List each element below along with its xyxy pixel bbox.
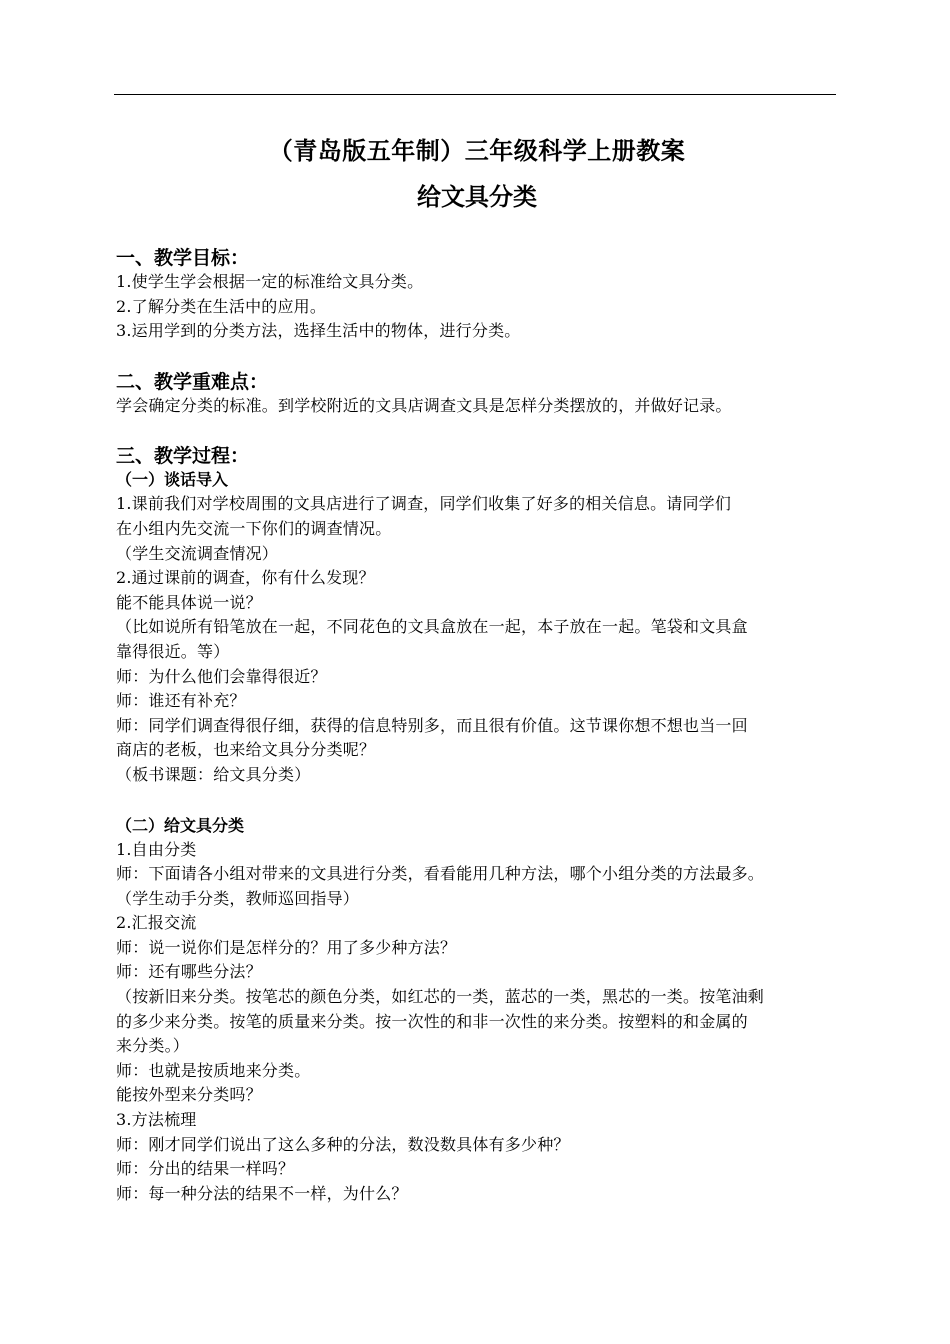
key-points-text: 学会确定分类的标准。到学校附近的文具店调查文具是怎样分类摆放的，并做好记录。: [116, 395, 732, 415]
objective-item: 3.运用学到的分类方法，选择生活中的物体，进行分类。: [116, 321, 521, 341]
paragraph-line: 靠得很近。等）: [116, 641, 230, 661]
paragraph-line: 师：每一种分法的结果不一样，为什么？: [116, 1183, 408, 1203]
paragraph-line: 2.通过课前的调查，你有什么发现？: [116, 568, 375, 588]
paragraph-line: （按新旧来分类。按笔芯的颜色分类，如红芯的一类，蓝芯的一类，黑芯的一类。按笔油剩: [116, 987, 765, 1007]
paragraph-line: 师：同学们调查得很仔细，获得的信息特别多，而且很有价值。这节课你想不想也当一回: [116, 715, 748, 735]
paragraph-line: 的多少来分类。按笔的质量来分类。按一次性的和非一次性的来分类。按塑料的和金属的: [116, 1011, 748, 1031]
paragraph-line: 师：也就是按质地来分类。: [116, 1060, 311, 1080]
paragraph-line: （学生交流调查情况）: [116, 543, 279, 563]
paragraph-line: 师：下面请各小组对带来的文具进行分类，看看能用几种方法，哪个小组分类的方法最多。: [116, 864, 765, 884]
paragraph-line: （板书课题：给文具分类）: [116, 764, 311, 784]
paragraph-line: 商店的老板，也来给文具分分类呢？: [116, 740, 376, 760]
paragraph-line: 师：刚才同学们说出了这么多种的分法，数没数具体有多少种？: [116, 1134, 570, 1154]
paragraph-line: （比如说所有铅笔放在一起，不同花色的文具盒放在一起，本子放在一起。笔袋和文具盒: [116, 617, 748, 637]
paragraph-line: 师：还有哪些分法？: [116, 962, 262, 982]
document-title: （青岛版五年制）三年级科学上册教案: [268, 136, 686, 165]
subsection-heading-classify: （二）给文具分类: [116, 815, 245, 835]
document-body: [116, 128, 838, 1206]
paragraph-line: 师：为什么他们会靠得很近？: [116, 666, 327, 686]
subsection-heading-intro: （一）谈话导入: [116, 470, 229, 490]
section-heading-objectives: 一、教学目标：: [116, 247, 250, 269]
objective-item: 2.了解分类在生活中的应用。: [116, 296, 327, 316]
paragraph-line: 1.课前我们对学校周围的文具店进行了调查，同学们收集了好多的相关信息。请同学们: [116, 494, 732, 514]
paragraph-line: 2.汇报交流: [116, 913, 197, 933]
paragraph-line: 师：说一说你们是怎样分的？用了多少种方法？: [116, 937, 457, 957]
objective-item: 1.使学生学会根据一定的标准给文具分类。: [116, 272, 424, 291]
paragraph-line: 1.自由分类: [116, 839, 197, 859]
header-rule: [114, 94, 836, 95]
section-heading-key-points: 二、教学重难点：: [116, 370, 269, 393]
paragraph-line: 能不能具体说一说？: [116, 592, 262, 612]
paragraph-line: （学生动手分类，教师巡回指导）: [116, 888, 360, 908]
paragraph-line: 能按外型来分类吗？: [116, 1085, 262, 1105]
section-heading-process: 三、教学过程：: [116, 445, 250, 468]
paragraph-line: 师：谁还有补充？: [116, 691, 246, 711]
paragraph-line: 3.方法梳理: [116, 1110, 197, 1130]
paragraph-line: 师：分出的结果一样吗？: [116, 1159, 295, 1179]
document-subtitle: 给文具分类: [417, 182, 537, 211]
paragraph-line: 来分类。）: [116, 1036, 190, 1056]
paragraph-line: 在小组内先交流一下你们的调查情况。: [116, 518, 392, 538]
